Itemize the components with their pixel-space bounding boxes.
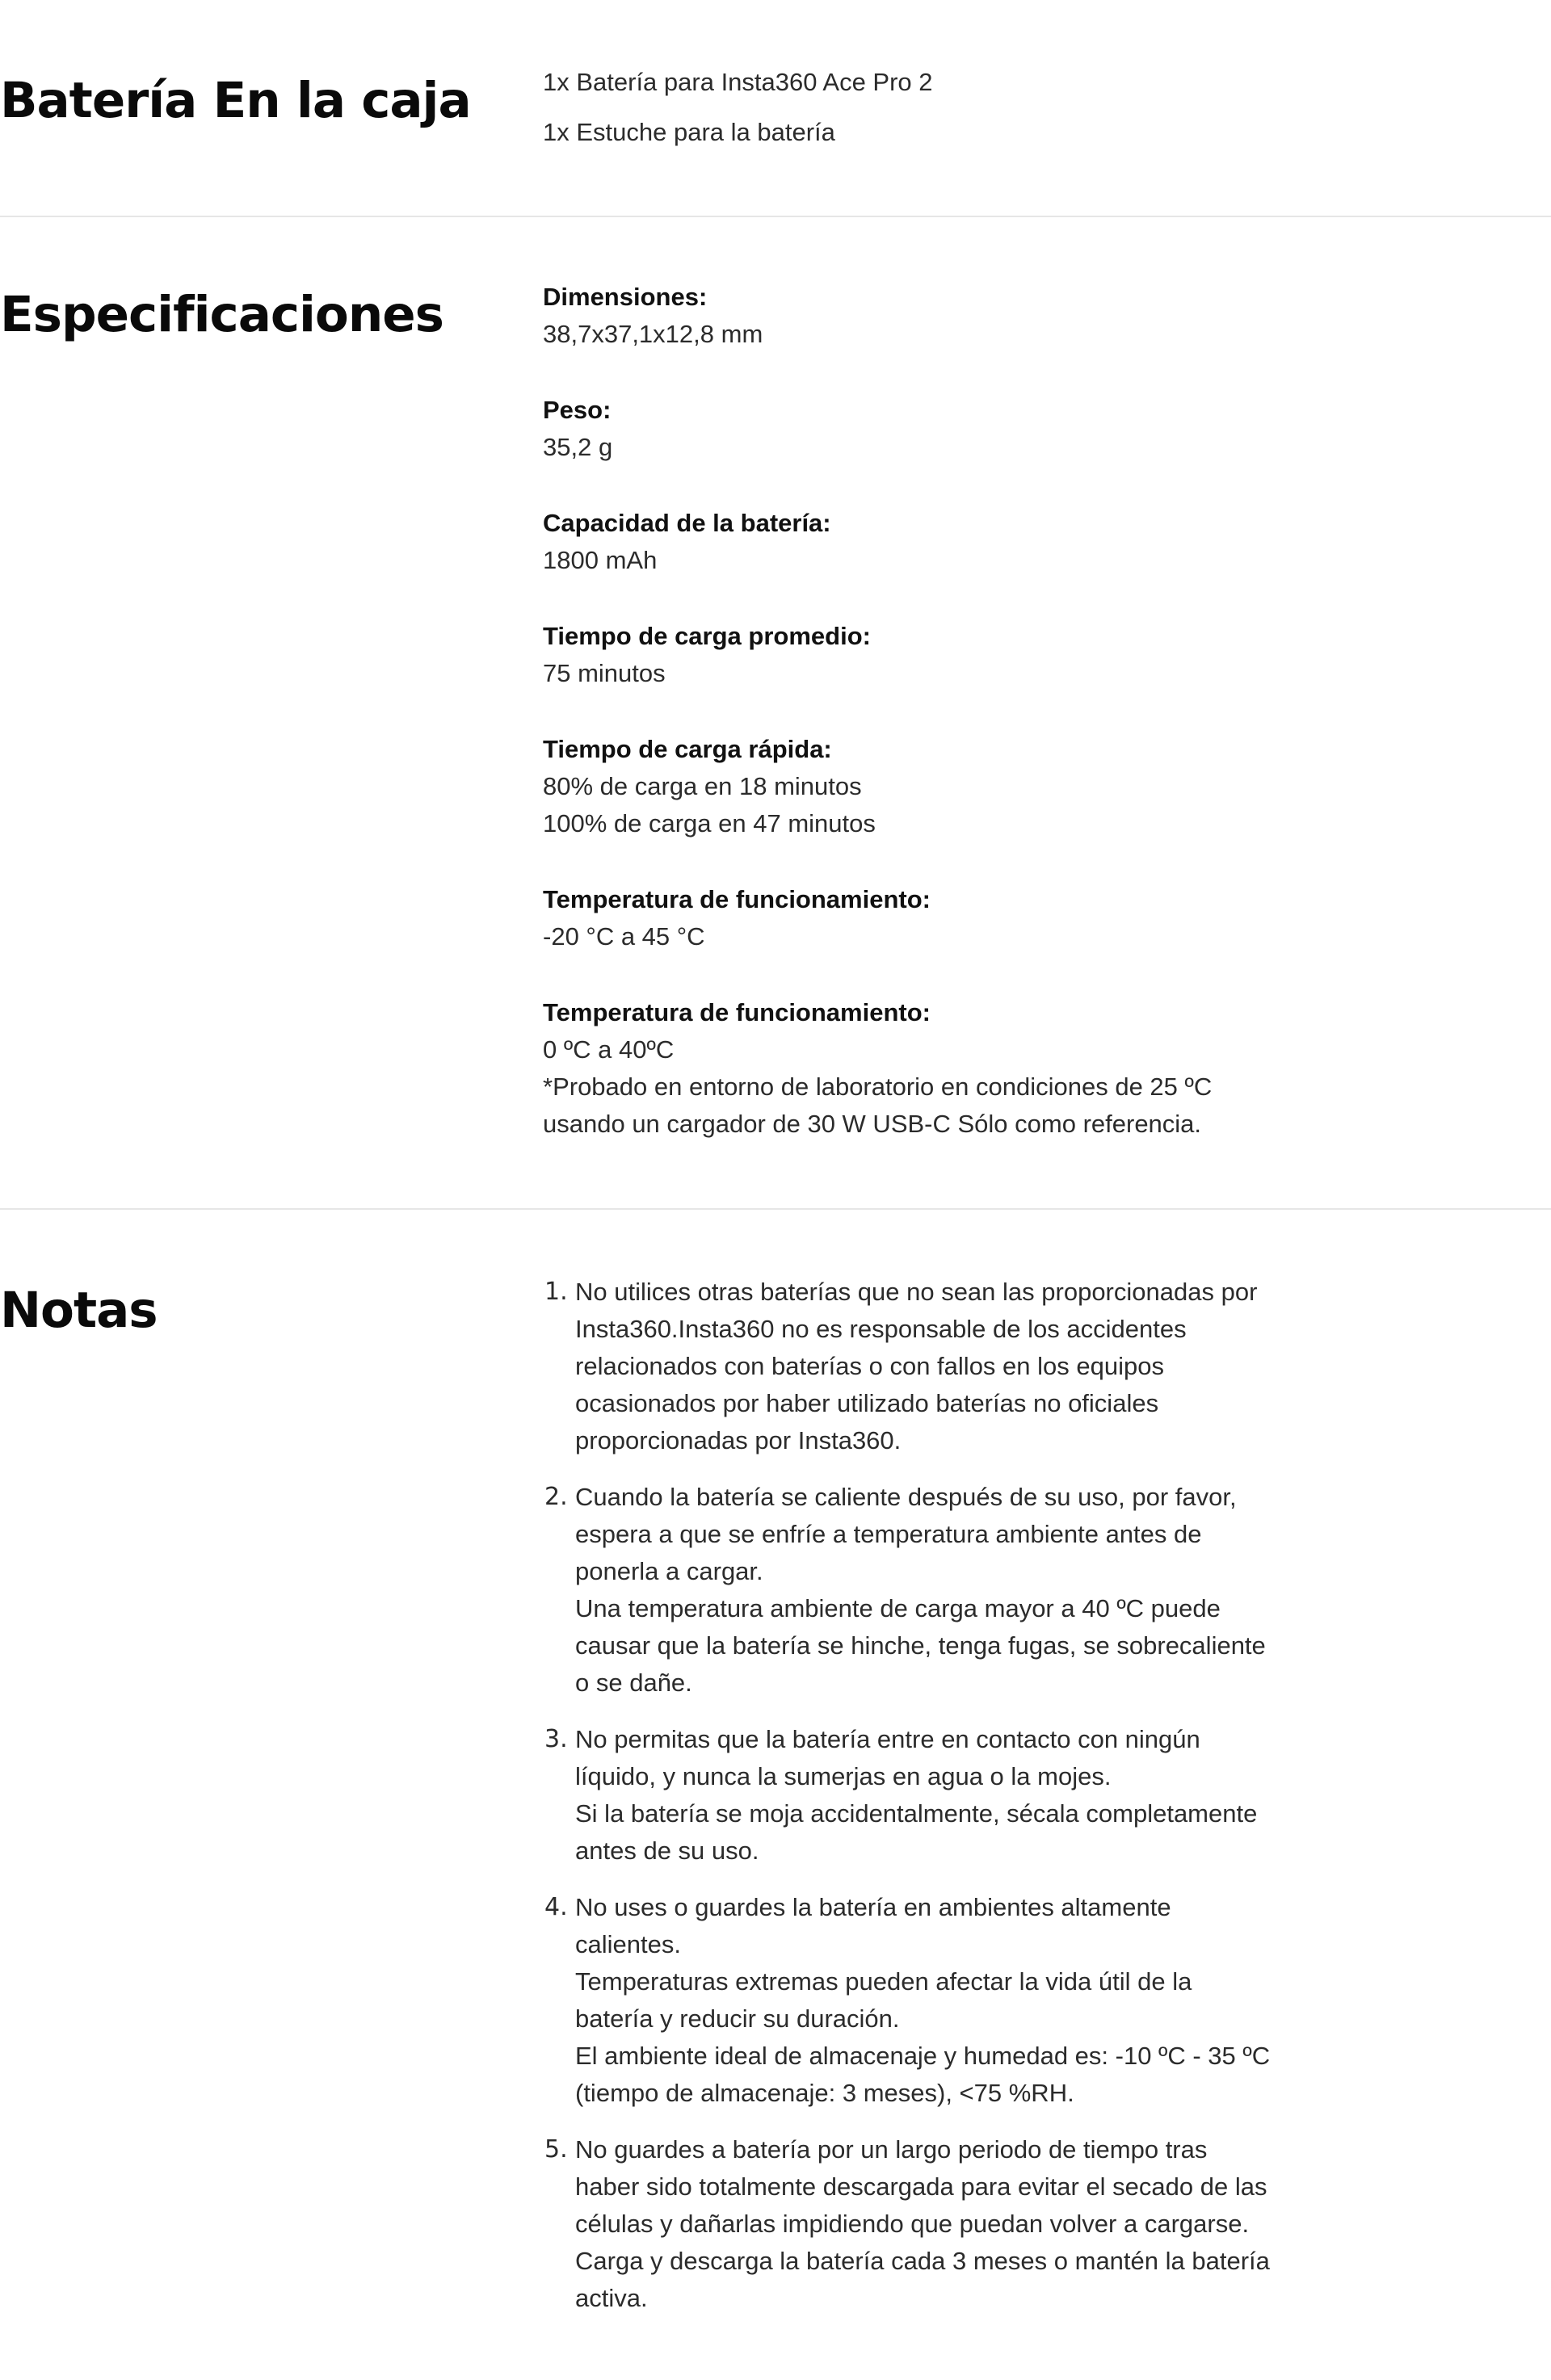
spec-item [543,618,1351,692]
note-text-line: Temperaturas extremas pueden afectar la vida útil de la [575,1967,1192,1996]
note-number: 1. [544,1278,568,1306]
spec-label: Dimensiones: [543,283,708,311]
spec-value: 0 ºC a 40ºC [543,1035,675,1064]
spec-value: 35,2 g [543,433,613,461]
spec-label: Tiempo de carga promedio: [543,622,871,650]
spec-value: 38,7x37,1x12,8 mm [543,320,763,348]
spec-item [543,731,1351,842]
spec-label: Temperatura de funcionamiento: [543,998,931,1026]
note-text-line: Insta360.Insta360 no es responsable de los accidentes [575,1315,1187,1343]
note-text-line: No utilices otras baterías que no sean las proporcionadas por [575,1278,1258,1306]
note-text-line: No guardes a batería por un largo periodo de tiempo tras [575,2135,1208,2164]
box-contents-title: Batería En la caja [0,72,471,129]
spec-value: usando un cargador de 30 W USB-C Sólo como referencia. [543,1110,1202,1138]
note-text-line: relacionados con baterías o con fallos en los equipos [575,1352,1164,1380]
spec-label: Peso: [543,396,612,424]
spec-item [543,994,1351,1143]
note-item [543,2131,1286,2317]
spec-item [543,881,1351,955]
note-item [543,1479,1286,1702]
note-number: 2. [544,1483,568,1511]
note-text-line: No permitas que la batería entre en contacto con ningún [575,1725,1200,1753]
note-text-line: batería y reducir su duración. [575,2004,900,2033]
note-number: 4. [544,1893,568,1921]
box-contents-section [0,0,1551,216]
note-text-line: Una temperatura ambiente de carga mayor a 40 ºC puede [575,1594,1221,1622]
note-number: 5. [544,2135,568,2164]
specs-list [543,279,1351,1182]
note-text-line: antes de su uso. [575,1836,759,1865]
note-text-line: ocasionados por haber utilizado baterías no oficiales [575,1389,1159,1417]
note-text-line: proporcionadas por Insta360. [575,1426,902,1454]
note-text-line: Si la batería se moja accidentalmente, sécala completamente [575,1799,1258,1828]
note-text-line: células y dañarlas impidiendo que puedan volver a cargarse. [575,2210,1250,2238]
spec-value: 1800 mAh [543,546,658,574]
spec-value: -20 °C a 45 °C [543,922,705,951]
note-text-line: Carga y descarga la batería cada 3 meses o mantén la batería [575,2247,1270,2275]
note-text-line: o se dañe. [575,1669,692,1697]
spec-label: Tiempo de carga rápida: [543,735,832,763]
note-text-line: ponerla a cargar. [575,1557,763,1585]
notes-list [543,1274,1286,2317]
spec-value: 100% de carga en 47 minutos [543,809,876,837]
notes-section [0,1210,1551,2380]
spec-value: *Probado en entorno de laboratorio en condiciones de 25 ºC [543,1072,1213,1101]
spec-label: Temperatura de funcionamiento: [543,885,931,913]
note-text-line: espera a que se enfríe a temperatura ambiente antes de [575,1520,1202,1548]
spec-item [543,392,1351,466]
note-item [543,1274,1286,1459]
note-text-line: (tiempo de almacenaje: 3 meses), <75 %RH. [575,2079,1074,2107]
specs-title: Especificaciones [0,286,443,343]
notes-container [543,1274,1286,2336]
spec-item [543,279,1351,353]
spec-item [543,505,1351,579]
note-text-line: calientes. [575,1930,681,1958]
note-text-line: causar que la batería se hinche, tenga fugas, se sobrecaliente [575,1631,1266,1660]
spec-value: 80% de carga en 18 minutos [543,772,862,800]
box-item: 1x Batería para Insta360 Ace Pro 2 [543,68,933,96]
notes-title: Notas [0,1282,158,1339]
box-contents-list [543,64,933,151]
box-item: 1x Estuche para la batería [543,118,835,146]
note-text-line: Cuando la batería se caliente después de su uso, por favor, [575,1483,1237,1511]
note-text-line: No uses o guardes la batería en ambientes altamente [575,1893,1171,1921]
note-text-line: líquido, y nunca la sumerjas en agua o la mojes. [575,1762,1112,1790]
note-text-line: El ambiente ideal de almacenaje y humedad es: -10 ºC - 35 ºC [575,2042,1271,2070]
note-item [543,1721,1286,1870]
spec-value: 75 minutos [543,659,666,687]
specs-section [0,217,1551,1207]
note-text-line: activa. [575,2284,648,2312]
note-item [543,1889,1286,2112]
note-text-line: haber sido totalmente descargada para evitar el secado de las [575,2172,1267,2201]
spec-label: Capacidad de la batería: [543,509,831,537]
note-number: 3. [544,1725,568,1753]
